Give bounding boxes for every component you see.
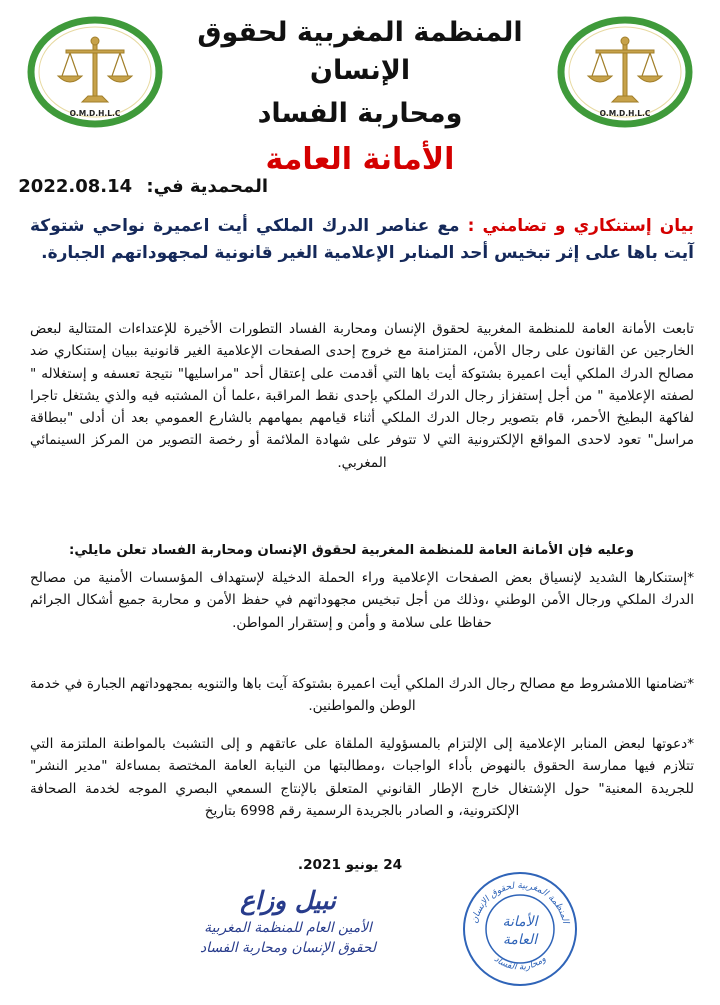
svg-text:O.M.D.H.L.C: O.M.D.H.L.C — [599, 109, 651, 118]
svg-text:العامة: العامة — [502, 932, 538, 948]
declaration-3: *دعوتها لبعض المنابر الإعلامية إلى الإلتزام بالمسؤولية الملقاة على عاتقهم و إلى التشبث بالمواطنة الملتزمة التي تتلازم فيها ممارسة الحقوق بالنهوض بأداء الواجبات ،ومطالبتها من النيابة العامة المختصة بمساءلة "مدير النشر" للجريدة المعنية" حول الإشتغال خارج الإطار القانوني المتعلق بالإنتاج السمعي البصري الموجه لخدمة الصحافة الإلكترونية، و الصادر بالجريدة الرسمية رقم 6998 بتاريخ — [30, 736, 694, 819]
dateline — [18, 176, 268, 197]
dateline-place: المحمدية في: — [146, 176, 268, 197]
body-paragraph: تابعت الأمانة العامة للمنظمة المغربية لحقوق الإنسان ومحاربة الفساد التطورات الأخيرة للإعتداءات المتتالية لبعض الخارجين عن القانون على رجال الأمن، المتزامنة مع خروج إحدى الصفحات الإعلامية الغير قانونية ببيان إستنكاري ضد مصالح الدرك الملكي أيت اعميرة بشتوكة أيت باها التي أقدمت على إعتقال أحد "مراسليها" نتيجة تعسفه و إستغلاله " لصفته الإعلامية " من أجل إستفزاز رجال الدرك الملكي بإحدى نقط المراقبة ،علما أن المشتبه فيه والذي يشتغل تاجرا لفاكهة البطيخ الأحمر، قام بتصوير رجال الدرك الملكي أثناء قيامهم بمهامهم بالشارع العمومي بعد أن أدلى "ببطاقة مراسل" تعود لاحدى المواقع الإلكترونية التي لا تتوفر على شهادة الملائمة أو رخصة التصوير من المركز السينمائي المغربي. — [30, 321, 694, 471]
org-name-line1: المنظمة المغربية لحقوق الإنسان — [197, 17, 523, 86]
signature-role-line1: الأمين العام للمنظمة المغربية — [204, 920, 372, 936]
declaration-2: *تضامنها اللامشروط مع مصالح رجال الدرك الملكي أيت اعميرة بشتوكة آيت باها والتنويه بمجهوداتهم الجبارة في خدمة الوطن والمواطنين. — [30, 676, 694, 715]
decree-date: 24 يونيو 2021. — [297, 857, 403, 873]
organization-logo-left — [26, 14, 164, 129]
svg-text:O.M.D.H.L.C: O.M.D.H.L.C — [69, 109, 121, 118]
signature-block — [148, 884, 428, 958]
organization-header — [150, 14, 570, 182]
svg-text:ومحاربة الفساد: ومحاربة الفساد — [491, 954, 549, 973]
dateline-date: 2022.08.14 — [18, 176, 133, 197]
org-name-line2: ومحاربة الفساد — [257, 98, 463, 129]
subject-lead: بيان إستنكاري و تضامني : — [467, 216, 694, 236]
official-stamp — [458, 868, 582, 990]
svg-text:المنظمة المغربية لحقوق الإنسان: المنظمة المغربية لحقوق الإنسان — [469, 880, 571, 925]
declaration-1: *إستنكارها الشديد لإنسياق بعض الصفحات الإعلامية وراء الحملة الدخيلة لإستهداف المؤسسات الأمنية من مصالح الدرك الملكي ورجال الأمن الوطني ،وذلك من أجل تبخيس مجهوداتهم في حفظ الأمن و محاربة جميع أشكال الجرائم حفاظا على سلامة و وأمن و إستقرار المواطن. — [30, 570, 694, 631]
declaration-intro: وعليه فإن الأمانة العامة للمنظمة المغربية لحقوق الإنسان ومحاربة الفساد تعلن مايلي: — [69, 543, 634, 558]
svg-text:الأمانة: الأمانة — [502, 914, 538, 930]
signature-role-line2: لحقوق الإنسان ومحاربة الفساد — [200, 940, 376, 956]
signature-name: نبيل وزاع — [240, 886, 336, 915]
subject-text: مع عناصر الدرك الملكي أيت اعميرة نواحي شتوكة آيت باها على إثر تبخيس أحد المنابر الإعلامية الغير قانونية لمجهوداتهم الجبارة. — [30, 216, 694, 263]
office-title: الأمانة العامة — [265, 142, 455, 177]
statement-subject — [30, 213, 694, 267]
organization-logo-right — [556, 14, 694, 129]
